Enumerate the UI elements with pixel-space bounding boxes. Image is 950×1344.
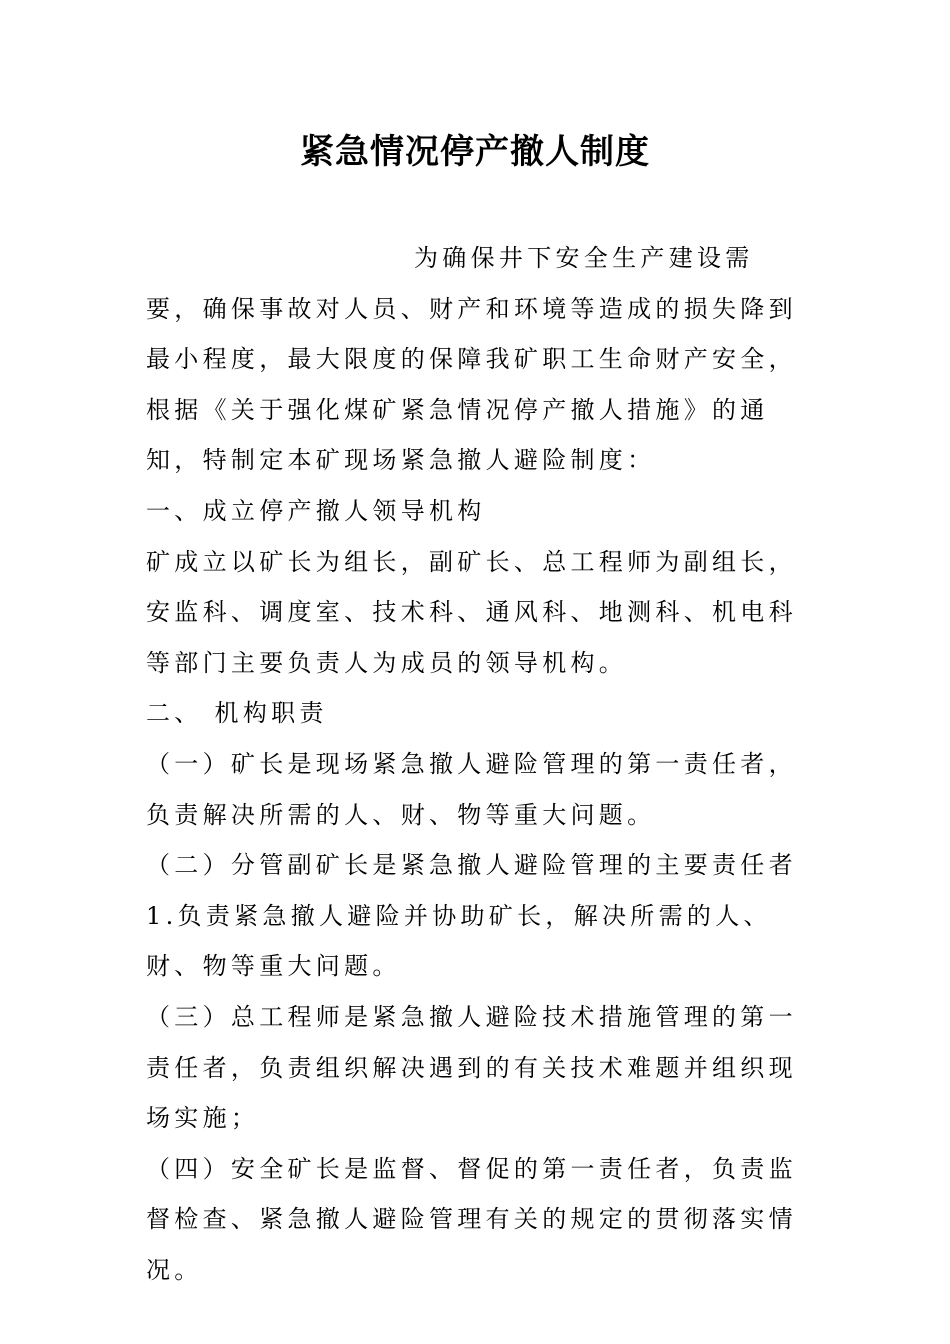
document-body [146,233,806,1295]
duty-subitem-1: 1.负责紧急撤人避险并协助矿长，解决所需的人、财、物等重大问题。 [146,901,772,981]
duty-item-1: （一）矿长是现场紧急撤人避险管理的第一责任者，负责解决所需的人、财、物等重大问题。 [146,749,797,829]
duty-item-4: （四）安全矿长是监督、督促的第一责任者，负责监督检查、紧急撤人避险管理有关的规定的贯彻落实情况。 [146,1154,797,1284]
section-heading-1: 一、成立停产撤人领导机构 [146,496,486,525]
intro-paragraph: 为确保井下安全生产建设需要，确保事故对人员、财产和环境等造成的损失降到最小程度，最大限度的保障我矿职工生命财产安全，根据《关于强化煤矿紧急情况停产撤人措施》的通知，特制定本矿现场紧急撤人避险制度： [146,244,797,475]
duty-item-3: （三）总工程师是紧急撤人避险技术措施管理的第一责任者，负责组织解决遇到的有关技术难题并组织现场实施； [146,1002,797,1133]
document-title: 紧急情况停产撤人制度 [300,132,650,172]
section-paragraph: 矿成立以矿长为组长，副矿长、总工程师为副组长，安监科、调度室、技术科、通风科、地测科、机电科等部门主要负责人为成员的领导机构。 [146,547,797,677]
duty-item-2: （二）分管副矿长是紧急撤人避险管理的主要责任者 [146,851,797,880]
section-heading-2: 二、 机构职责 [146,699,328,728]
